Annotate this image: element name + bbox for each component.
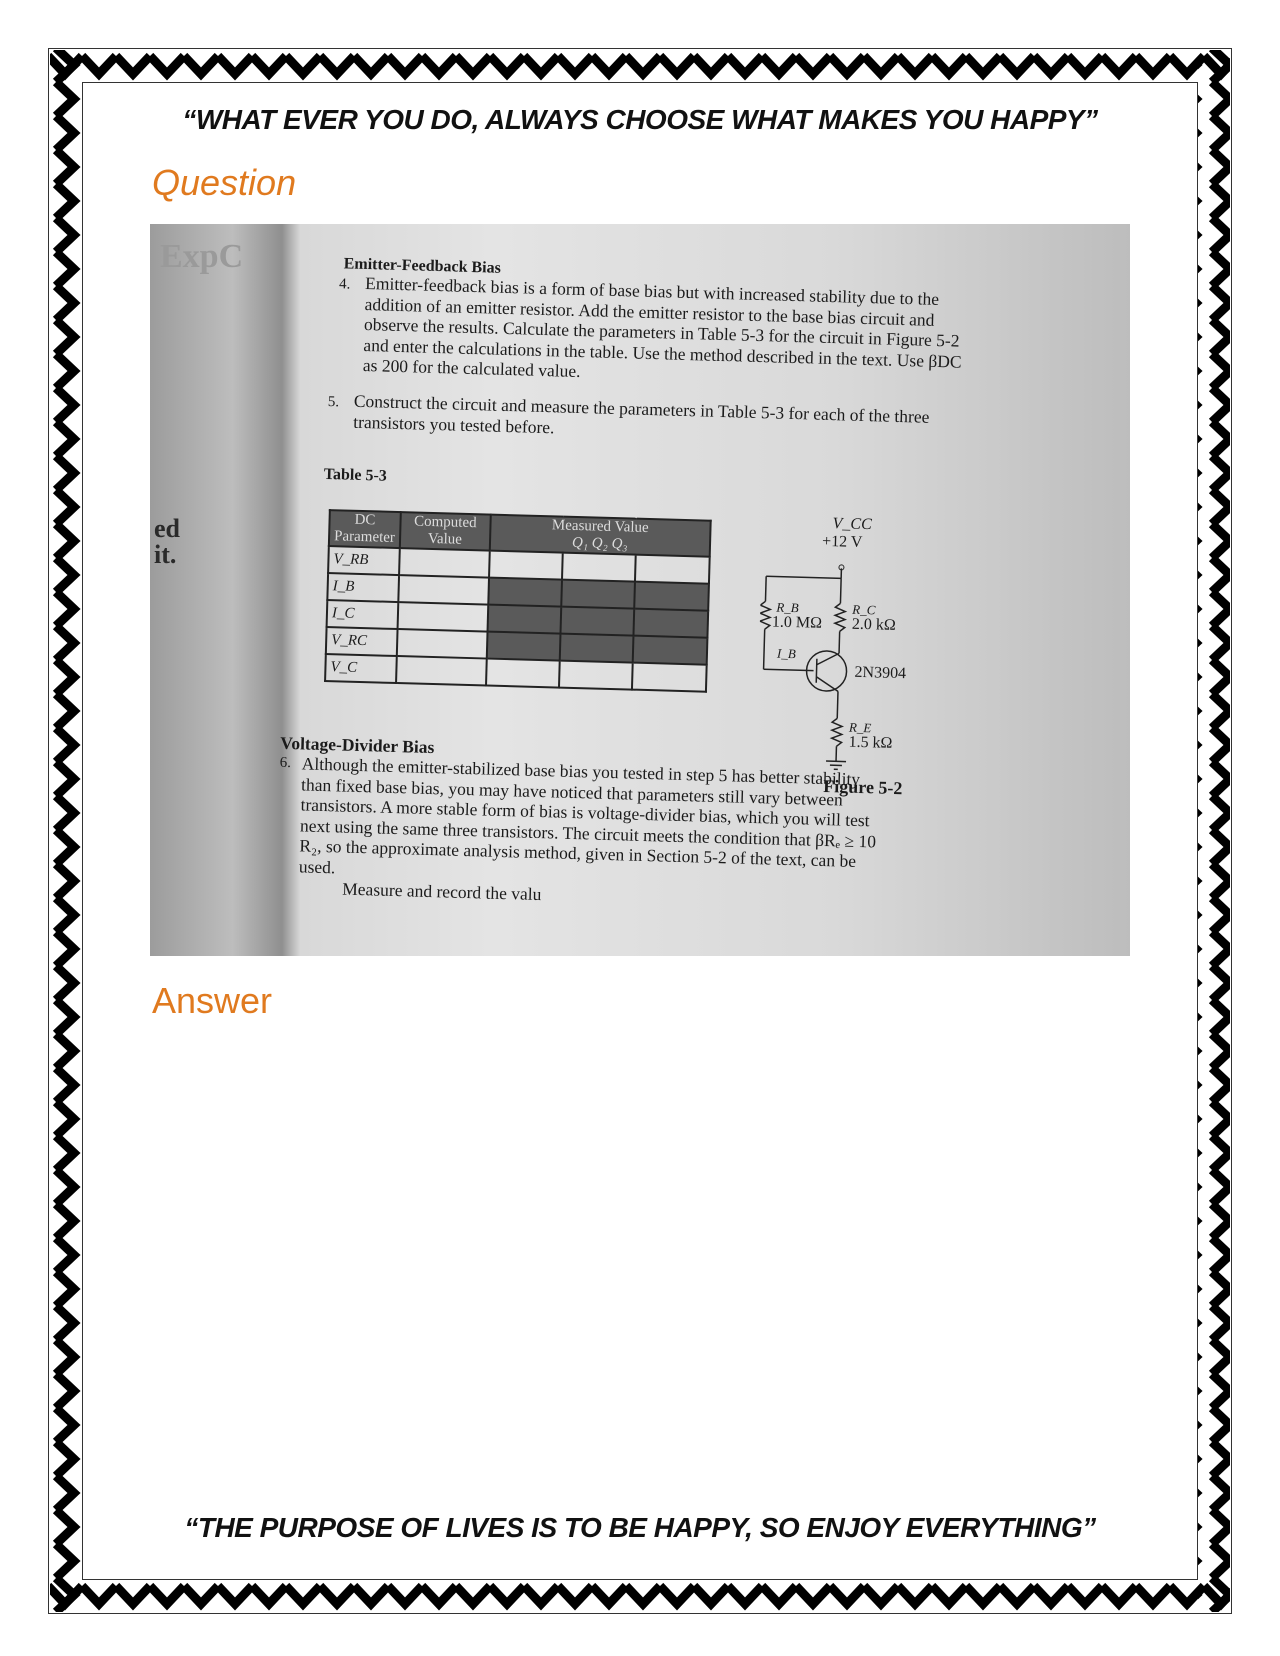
- rb-value: 1.0 MΩ: [771, 613, 823, 632]
- step-6-text: Although the emitter-stabilized base bias you tested in step 5 has better stability than fixed base bias, you may have noticed that parameters still vary between transistors. A more stable form of bias is voltage-divider bias, which you will test next using the same three transistors. The circuit meets the condition that βRₑ ≥ 10 R₂, so the approximate analysis method, given in Section 5-2 of the text, can be used.: [298, 753, 877, 877]
- table-cell: [486, 659, 560, 688]
- vcc-label: V_CC: [832, 515, 873, 534]
- table-cell: V_RC: [326, 627, 398, 656]
- rc-label: R_C: [852, 601, 876, 618]
- rc-value: 2.0 kΩ: [851, 615, 896, 634]
- table-cell: [487, 605, 561, 634]
- re-label: R_E: [848, 719, 872, 736]
- section-title: Emitter-Feedback Bias: [343, 255, 502, 277]
- table-cell: V_RB: [328, 546, 400, 575]
- table-cell: [396, 656, 487, 686]
- circuit-figure: [755, 515, 982, 787]
- footer-quote: “THE PURPOSE OF LIVES IS TO BE HAPPY, SO ENJOY EVERYTHING”: [184, 1512, 1096, 1543]
- table-cell: [489, 551, 563, 580]
- table-header: Measured Value: [551, 517, 649, 537]
- table-cell: [632, 663, 706, 692]
- table-cell: [487, 632, 561, 661]
- step-number: 4.: [338, 276, 351, 293]
- re-value: 1.5 kΩ: [848, 733, 893, 752]
- table-cell: [561, 580, 635, 609]
- table-cell: I_C: [327, 600, 399, 629]
- transistor-label: 2N3904: [854, 663, 907, 683]
- table-header: DC Parameter: [329, 510, 401, 548]
- table-cell: [397, 602, 488, 632]
- table-cell: [634, 609, 708, 638]
- table-cell: [399, 548, 490, 578]
- table-header-measured: [490, 515, 711, 557]
- step-4-text: Emitter-feedback bias is a form of base bias but with increased stability due to the addition of an emitter resistor. Add the emitter resistor to the base bias circuit and observe the results. Calculate the parameters in Table 5-3 for the circuit in Figure 5-2 and enter the calculations in the table. Use the method described in the text. Use βDC as 200 for the calculated value.: [362, 272, 962, 382]
- table-cell: I_B: [327, 573, 399, 602]
- figure-caption: Figure 5-2: [823, 775, 903, 799]
- left-page-fragment: it.: [154, 540, 177, 569]
- table-subheader: Q₁ Q₂ Q₃: [571, 534, 628, 553]
- header-quote: “WHAT EVER YOU DO, ALWAYS CHOOSE WHAT MAKES YOU HAPPY”: [182, 104, 1098, 135]
- table-cell: [559, 661, 633, 690]
- step-number: 6.: [279, 754, 292, 772]
- table-cell: [561, 607, 635, 636]
- table-cell: [635, 555, 709, 584]
- question-photo: [150, 224, 1130, 956]
- step-5-text: Construct the circuit and measure the parameters in Table 5-3 for each of the three transistors you tested before.: [353, 390, 930, 437]
- book-spine: [150, 224, 300, 956]
- table-cell: [488, 578, 562, 607]
- textbook-page: [279, 254, 1130, 956]
- table-header: Computed Value: [400, 512, 491, 550]
- left-page-faded-heading: ExpC: [160, 238, 244, 275]
- table-cell: [562, 553, 636, 582]
- table-cell: [560, 634, 634, 663]
- step-number: 5.: [327, 394, 340, 411]
- table-cell: [398, 575, 489, 605]
- vcc-value: +12 V: [821, 532, 863, 551]
- table-cell: [397, 629, 488, 659]
- section-title: Voltage-Divider Bias: [280, 732, 435, 758]
- table-cell: [635, 582, 709, 611]
- rb-label: R_B: [776, 599, 799, 616]
- table-cell: [633, 636, 707, 665]
- step-6-continued: Measure and record the valu: [342, 878, 542, 905]
- table-title: Table 5-3: [323, 465, 388, 485]
- left-page-fragment: ed: [154, 514, 180, 543]
- question-heading: Question: [152, 162, 297, 203]
- ib-label: I_B: [776, 645, 797, 662]
- table-cell: V_C: [325, 654, 397, 683]
- dc-parameter-table: [324, 509, 711, 693]
- answer-heading: Answer: [152, 980, 273, 1021]
